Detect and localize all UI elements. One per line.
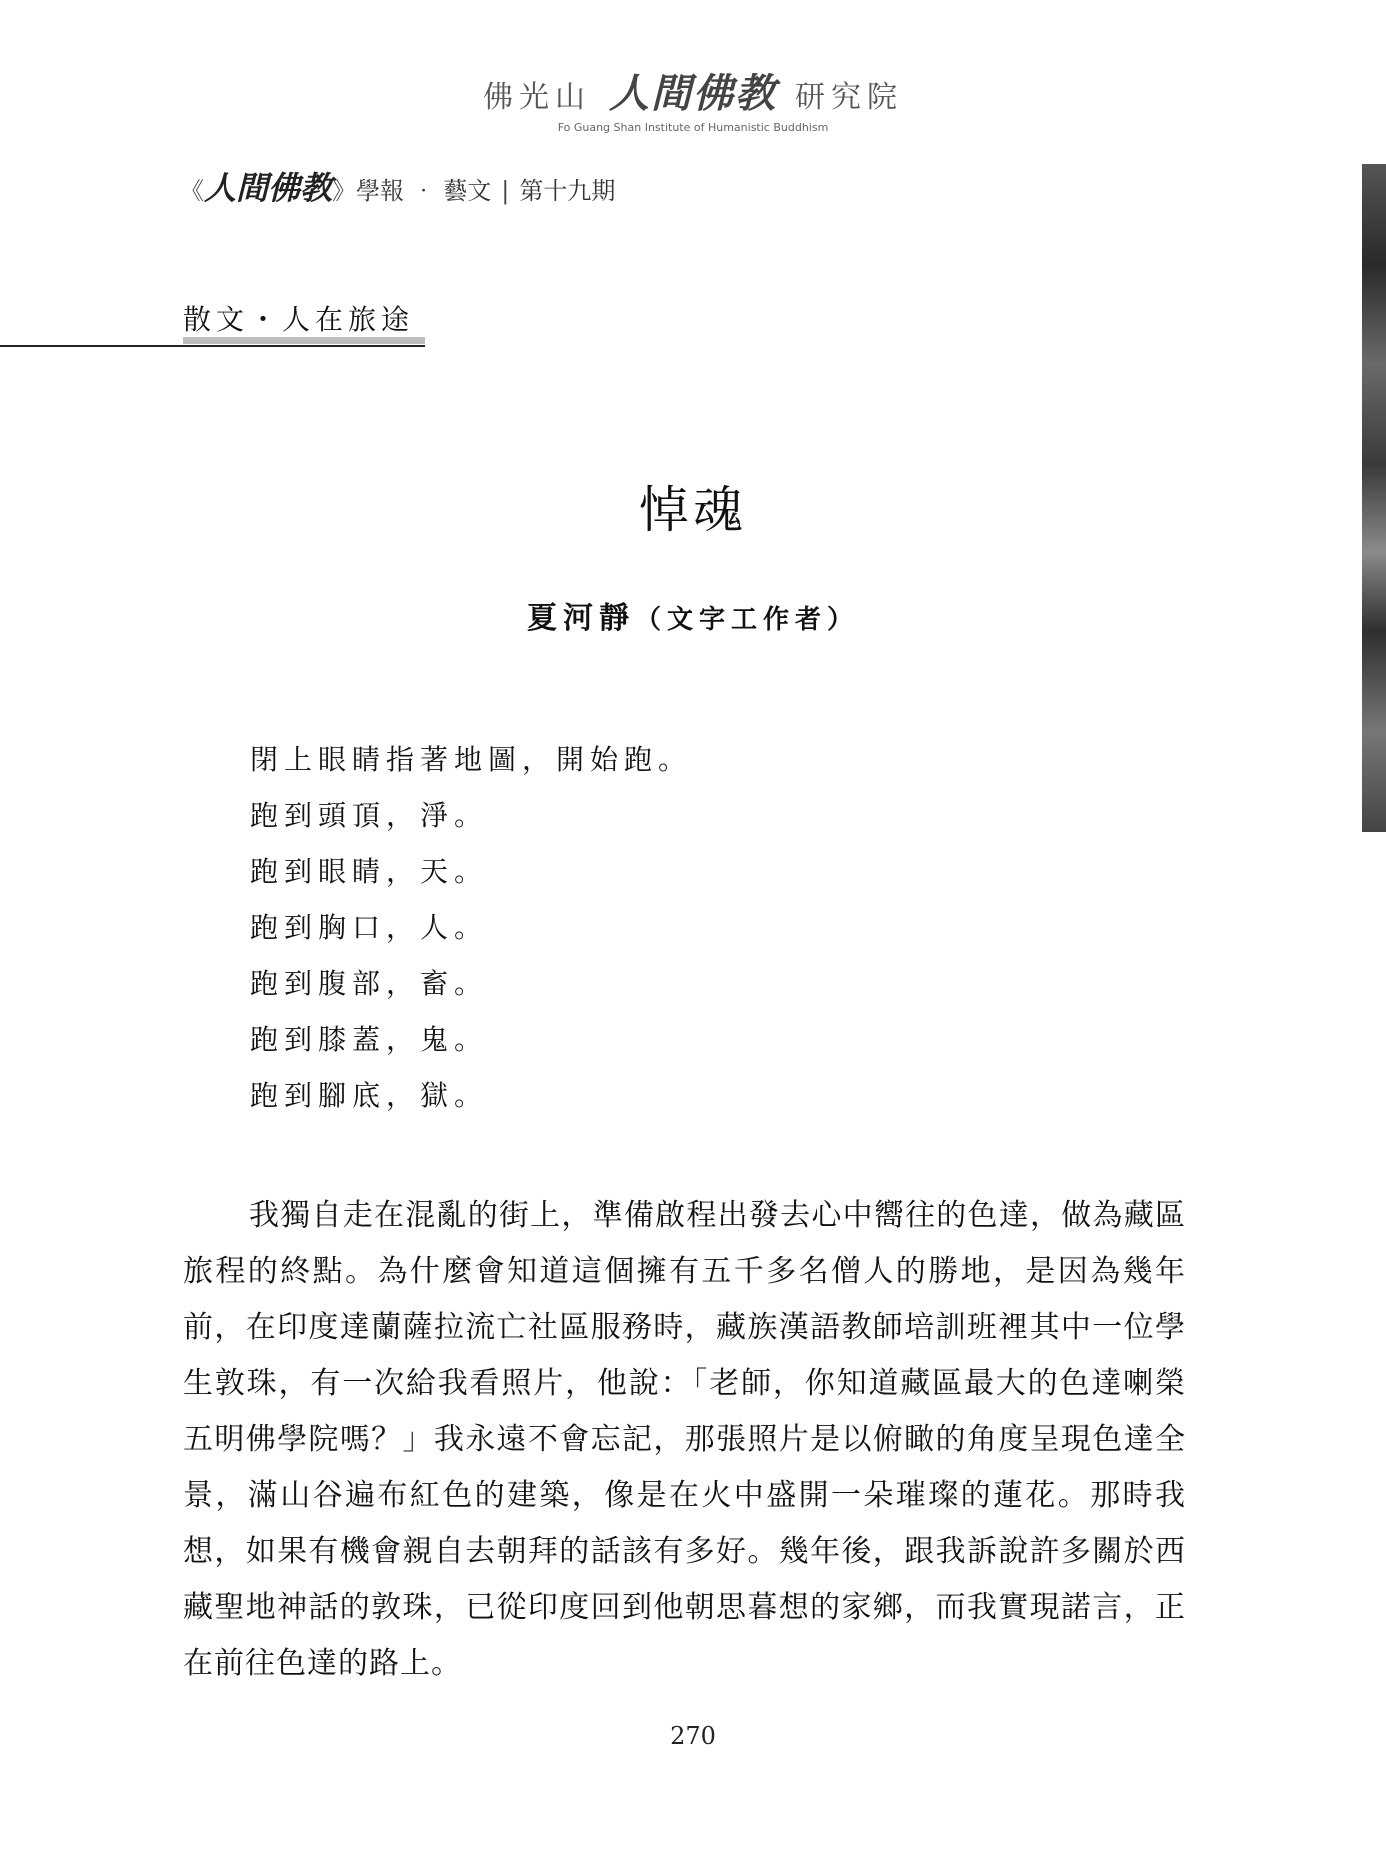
poem-line: 跑到胸口，人。 [250, 911, 489, 944]
page-number: 270 [670, 1722, 716, 1750]
institute-logo: 人間佛教 [609, 70, 777, 117]
journal-logo: 人間佛教 [204, 169, 333, 207]
section-rule [0, 345, 425, 347]
journal-close-bracket: 》 [332, 177, 357, 205]
poem-line: 跑到眼睛，天。 [250, 855, 489, 888]
journal-open-bracket: 《 [180, 177, 204, 205]
poem-line: 跑到腹部，畜。 [250, 967, 489, 1000]
body-paragraph: 我獨自走在混亂的街上，準備啟程出發去心中嚮往的色達，做為藏區旅程的終點。為什麼會知道這個擁有五千多名僧人的勝地，是因為幾年前，在印度達蘭薩拉流亡社區服務時，藏族漢語教師培訓班裡其中一位學生敦珠，有一次給我看照片，他說：「老師，你知道藏區最大的色達喇榮五明佛學院嗎？」我永遠不會忘記，那張照片是以俯瞰的角度呈現色達全景，滿山谷遍布紅色的建築，像是在火中盛開一朵璀璨的蓮花。那時我想，如果有機會親自去朝拜的話該有多好。幾年後，跟我訴說許多關於西藏聖地神話的敦珠，已從印度回到他朝思暮想的家鄉，而我實現諾言，正在前往色達的路上。 [183, 1198, 1186, 1681]
author-name: 夏河靜 [526, 601, 635, 636]
institute-name-right: 研究院 [795, 80, 903, 115]
journal-name-suffix: 學報 ‧ 藝文 [356, 177, 492, 205]
institute-name-left: 佛光山 [483, 80, 591, 115]
institute-name-line [483, 62, 903, 119]
poem [250, 743, 693, 1138]
institute-header [0, 62, 1386, 134]
author-line [0, 593, 1386, 637]
poem-line: 閉上眼睛指著地圖，開始跑。 [250, 743, 693, 776]
institute-english-name: Fo Guang Shan Institute of Humanistic Buddhism [557, 121, 829, 134]
section-label: 散文・人在旅途 [183, 303, 415, 336]
poem-line: 跑到膝蓋，鬼。 [250, 1023, 489, 1056]
poem-line: 跑到腳底，獄。 [250, 1079, 489, 1112]
journal-separator: | [501, 177, 510, 205]
journal-title [180, 163, 615, 209]
author-role: （文字工作者） [634, 605, 859, 635]
journal-issue: 第十九期 [519, 177, 616, 205]
poem-line: 跑到頭頂，淨。 [250, 799, 489, 832]
section-underline-shadow [183, 337, 425, 344]
article-title: 悼魂 [639, 481, 747, 539]
